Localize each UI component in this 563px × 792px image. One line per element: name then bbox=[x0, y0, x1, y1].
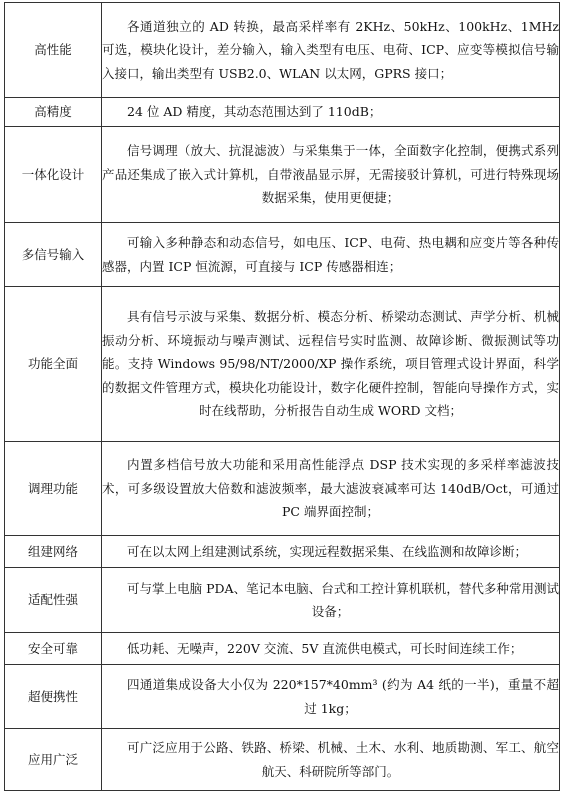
description-text: 可输入多种静态和动态信号，如电压、ICP、电荷、热电耦和应变片等各种传感器，内置 ICP 恒流源，可直接与 ICP 传感器相连； bbox=[102, 235, 559, 274]
feature-description bbox=[102, 729, 560, 791]
table-row bbox=[5, 442, 560, 536]
description-text: 具有信号示波与采集、数据分析、模态分析、桥梁动态测试、声学分析、机械振动分析、环境振动与噪声测试、远程信号实时监测、故障诊断、微振测试等功能。支持 Windows 95/98/NT/2000/XP 操作系统，项目管理式设计界面，科学的数据文件管理方式，模块化功能设计，数字化硬件控制，智能向导操作方式，实时在线帮助，分析报告自动生成 WORD 文档； bbox=[102, 309, 559, 419]
feature-description bbox=[102, 287, 560, 442]
table-row bbox=[5, 568, 560, 633]
feature-description bbox=[102, 3, 560, 98]
feature-description bbox=[102, 127, 560, 223]
table-row bbox=[5, 223, 560, 287]
feature-description bbox=[102, 633, 560, 665]
table-row bbox=[5, 665, 560, 729]
feature-label: 多信号输入 bbox=[5, 223, 102, 287]
feature-label: 高性能 bbox=[5, 3, 102, 98]
description-text: 内置多档信号放大功能和采用高性能浮点 DSP 技术实现的多采样率滤波技术，可多级设置放大倍数和滤波频率，最大滤波衰减率可达 140dB/Oct，可通过 PC 端界面控制； bbox=[102, 457, 559, 520]
feature-table bbox=[4, 2, 560, 791]
description-text: 信号调理（放大、抗混滤波）与采集集于一体，全面数字化控制，便携式系列产品还集成了嵌入式计算机，自带液晶显示屏，无需接驳计算机，可进行特殊现场数据采集，使用更便捷； bbox=[102, 143, 559, 206]
feature-label: 高精度 bbox=[5, 98, 102, 127]
description-text: 四通道集成设备大小仅为 220*157*40mm³ (约为 A4 纸的一半)，重量不超过 1kg； bbox=[127, 677, 559, 716]
table-row bbox=[5, 98, 560, 127]
feature-label: 安全可靠 bbox=[5, 633, 102, 665]
table-row bbox=[5, 633, 560, 665]
feature-label: 一体化设计 bbox=[5, 127, 102, 223]
feature-label: 调理功能 bbox=[5, 442, 102, 536]
table-row bbox=[5, 3, 560, 98]
table-row bbox=[5, 729, 560, 791]
description-text: 24 位 AD 精度，其动态范围达到了 110dB； bbox=[127, 104, 382, 120]
feature-label: 超便携性 bbox=[5, 665, 102, 729]
description-text: 各通道独立的 AD 转换，最高采样率有 2KHz、50kHz、100kHz、1MHz 可选，模块化设计，差分输入，输入类型有电压、电荷、ICP、应变等模拟信号输入接口，输出类型有 USB2.0、WLAN 以太网，GPRS 接口； bbox=[102, 18, 559, 81]
description-text: 可在以太网上组建测试系统，实现远程数据采集、在线监测和故障诊断； bbox=[127, 543, 528, 559]
feature-description bbox=[102, 536, 560, 568]
feature-description bbox=[102, 442, 560, 536]
feature-label: 适配性强 bbox=[5, 568, 102, 633]
feature-description bbox=[102, 568, 560, 633]
feature-description bbox=[102, 223, 560, 287]
feature-label: 应用广泛 bbox=[5, 729, 102, 791]
description-text: 可广泛应用于公路、铁路、桥梁、机械、土木、水利、地质勘测、军工、航空航天、科研院所等部门。 bbox=[127, 740, 559, 779]
description-text: 可与掌上电脑 PDA、笔记本电脑、台式和工控计算机联机，替代多种常用测试设备； bbox=[127, 580, 559, 619]
table-row bbox=[5, 536, 560, 568]
description-text: 低功耗、无噪声，220V 交流、5V 直流供电模式，可长时间连续工作； bbox=[127, 640, 523, 656]
feature-label: 功能全面 bbox=[5, 287, 102, 442]
table-row bbox=[5, 287, 560, 442]
table-row bbox=[5, 127, 560, 223]
feature-label: 组建网络 bbox=[5, 536, 102, 568]
feature-description bbox=[102, 98, 560, 127]
feature-description bbox=[102, 665, 560, 729]
